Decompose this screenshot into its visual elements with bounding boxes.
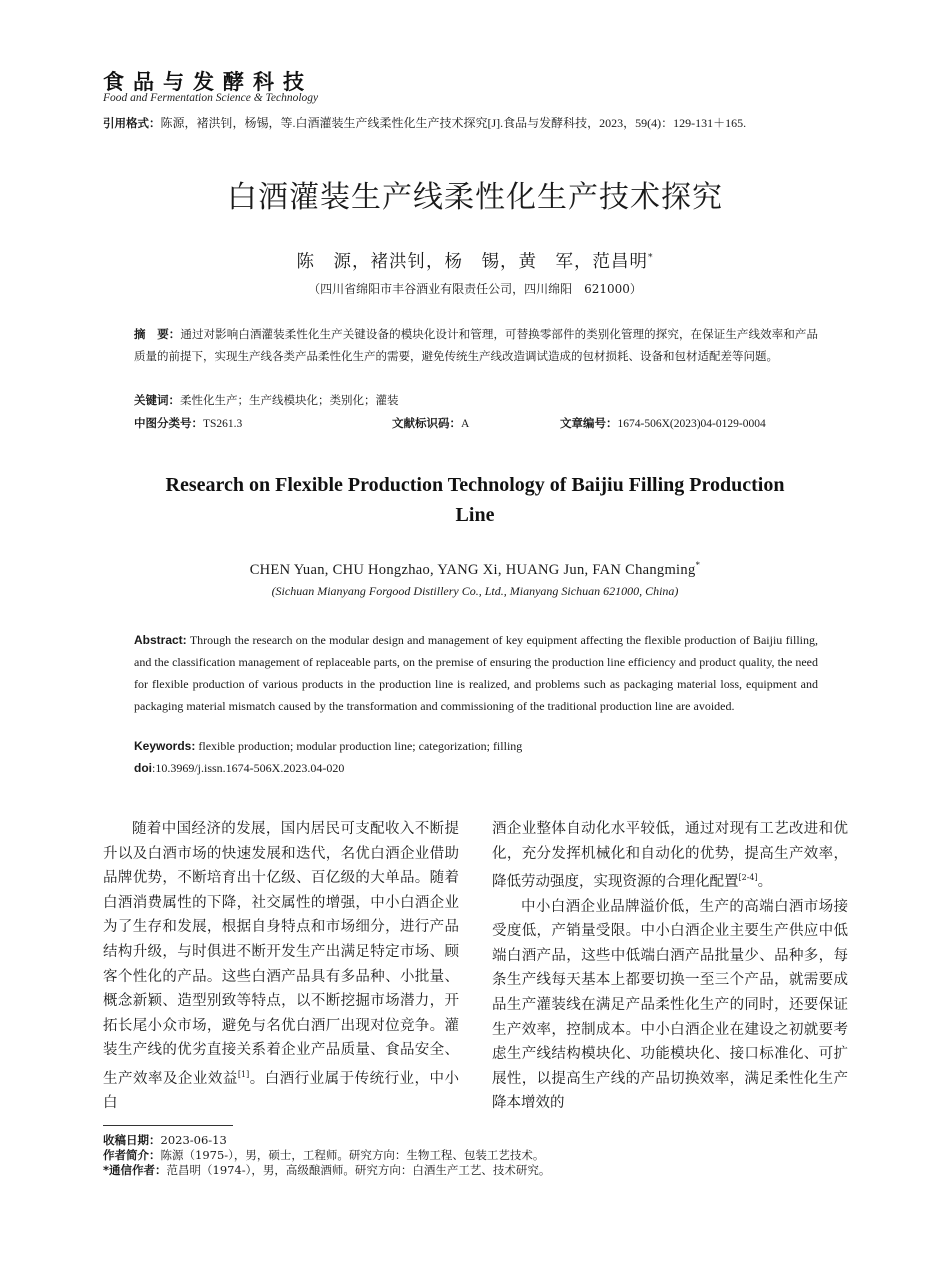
keywords-cn-label: 关键词： [134,393,180,407]
clc-value: TS261.3 [203,418,243,430]
journal-name-cn: 食品与发酵科技 [103,69,313,94]
body-paragraph [492,817,848,895]
document-code-value: A [461,418,470,430]
keywords-cn-text: 柔性化生产；生产线模块化；类别化；灌装 [180,393,399,407]
authors-cn-text: 陈 源，褚洪钊，杨 锡，黄 军，范昌明 [296,252,648,272]
affiliation-cn: （四川省绵阳市丰谷酒业有限责任公司，四川绵阳 621000） [308,282,642,296]
document-code [392,415,469,431]
abstract-cn-label: 摘 要： [134,327,181,341]
doi [134,761,344,776]
body-column-left [103,817,459,1116]
clc-number [134,415,242,431]
footnote-received [103,1133,227,1148]
article-number-label: 文章编号： [560,416,618,430]
clc-label: 中图分类号： [134,416,203,430]
body-text: 酒企业整体自动化水平较低，通过对现有工艺改进和优化，充分发挥机械化和自动化的优势，提高生产效率，降低劳动强度，实现资源的合理化配置 [492,821,848,891]
reference-mark: [1] [237,1069,250,1079]
received-label: 收稿日期： [103,1133,161,1147]
keywords-cn [134,392,399,408]
corresponding-mark: * [648,253,654,264]
footnote-corresponding [103,1163,550,1178]
body-text: 中小白酒企业品牌溢价低，生产的高端白酒市场接受度低，产销量受限。中小白酒企业主要生产供应中低端白酒产品，这些中低端白酒产品批量少、品种多，每条生产线每天基本上都要切换一至三个产品，就需要成品生产灌装线在满足产品柔性化生产的同时，还要保证生产效率，控制成本。中小白酒企业在建设之初就要考虑生产线结构模块化、功能模块化、接口标准化、可扩展性，以提高生产线的产品切换效率，满足柔性化生产降本增效的 [492,898,848,1112]
corresponding-bio: 范昌明（1974-），男，高级酿酒师。研究方向：白酒生产工艺、技术研究。 [166,1163,551,1177]
corresponding-mark-en: * [695,560,701,570]
citation-text: 陈源，褚洪钊，杨锡，等.白酒灌装生产线柔性化生产技术探究[J].食品与发酵科技，2023，59(4)：129-131＋165. [160,116,747,130]
reference-mark: [2-4] [738,873,758,883]
author-bio: 陈源（1975-），男，硕士，工程师。研究方向：生物工程、包装工艺技术。 [160,1148,545,1162]
affiliation-en: (Sichuan Mianyang Forgood Distillery Co., Ltd., Mianyang Sichuan 621000, China) [271,584,679,598]
corresponding-label: *通信作者： [103,1163,167,1177]
keywords-en-label: Keywords: [134,739,196,753]
abstract-en-label: Abstract: [134,633,187,647]
article-number-value: 1674-506X(2023)04-0129-0004 [617,418,766,430]
received-date: 2023-06-13 [160,1133,227,1147]
body-text: 。白酒行业属于传统行业，中小白 [103,1070,460,1112]
keywords-en [134,739,522,754]
authors-en-text: CHEN Yuan, CHU Hongzhao, YANG Xi, HUANG Jun, FAN Changming [249,561,696,578]
authors-en [0,560,950,579]
abstract-cn-text: 通过对影响白酒灌装柔性化生产关键设备的模块化设计和管理，可替换零部件的类别化管理的探究，在保证生产线效率和产品质量的前提下，实现生产线各类产品柔性化生产的需要，避免传统生产线改造调试造成的包材损耗、设备和包材适配差等问题。 [134,327,819,363]
footnote-author [103,1148,544,1163]
body-text: 。 [757,874,773,891]
abstract-cn [134,323,818,367]
doi-label: doi [134,761,152,775]
citation-label: 引用格式： [103,116,161,130]
authors-cn [0,248,950,273]
author-bio-label: 作者简介： [103,1148,161,1162]
citation-line [103,114,848,131]
abstract-en-text: Through the research on the modular design and management of key equipment affecting the flexible production of Baijiu filling, and the classification management of replaceable parts, on the premise of ensuring the production line efficiency and product quality, the need for flexible production of various products in the production line is realized, and problems such as packaging material loss, equipment and packaging material mismatch caused by the transformation and commissioning of the traditional production line are avoided. [134,633,818,713]
body-column-right [492,817,848,1116]
body-paragraph [103,817,459,1116]
body-paragraph [492,895,848,1116]
abstract-en [134,629,818,717]
paper-title-cn: 白酒灌装生产线柔性化生产技术探究 [227,180,723,215]
keywords-en-text: flexible production; modular production line; categorization; filling [195,739,523,753]
paper-title-en: Research on Flexible Production Technology of Baijiu Filling Production Line [165,474,785,526]
doi-value: :10.3969/j.issn.1674-506X.2023.04-020 [152,761,345,775]
journal-name-en: Food and Fermentation Science & Technology [103,92,319,104]
document-code-label: 文献标识码： [392,416,461,430]
article-number [560,415,766,431]
footnote-divider [103,1125,233,1126]
body-text: 随着中国经济的发展，国内居民可支配收入不断提升以及白酒市场的快速发展和迭代，名优白酒企业借助品牌优势，不断培育出十亿级、百亿级的大单品。随着白酒消费属性的下降，社交属性的增强，中小白酒企业为了生存和发展，根据自身特点和市场细分，进行产品结构升级，与时俱进不断开发生产出满足特定市场、顾客个性化的产品。这些白酒产品具有多品种、小批量、概念新颖、造型别致等特点，以不断挖掘市场潜力，开拓长尾小众市场，避免与名优白酒厂出现对位竞争。灌装生产线的优劣直接关系着企业产品质量、食品安全、生产效率及企业效益 [103,821,459,1087]
